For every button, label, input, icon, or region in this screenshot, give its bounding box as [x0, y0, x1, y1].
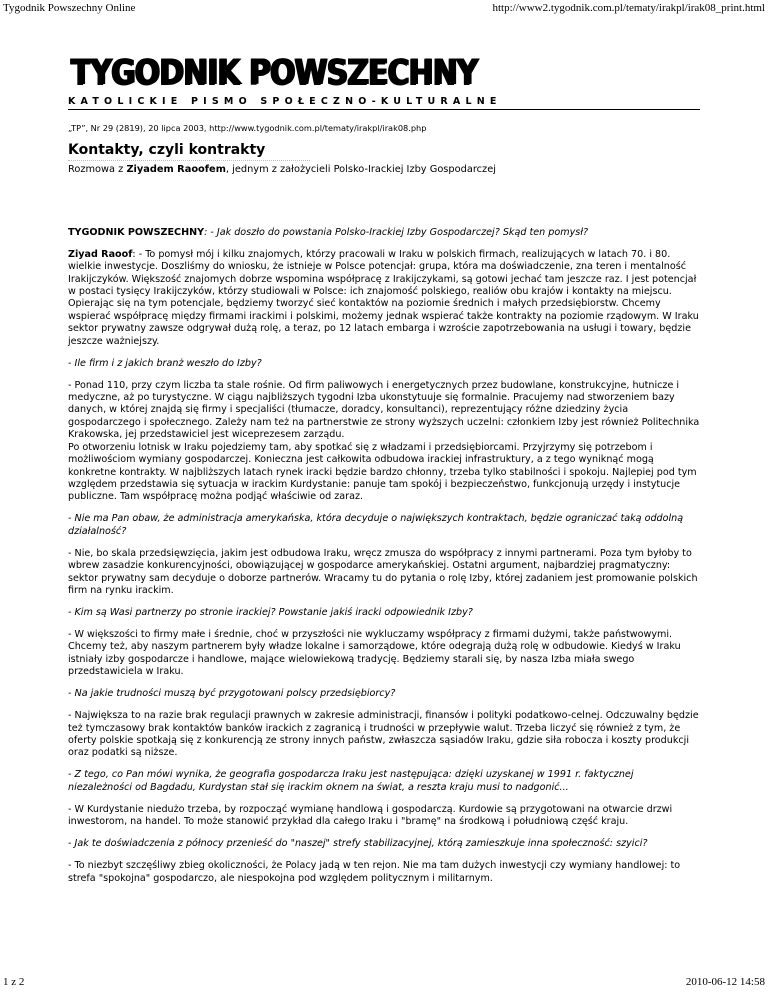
title-divider: [68, 160, 310, 161]
lead-post: , jednym z założycieli Polsko-Irackiej Izby Gospodarczej: [225, 164, 496, 176]
answer-2: [68, 380, 700, 504]
answer-2b: Po otworzeniu lotnisk w Iraku pojedziemy tam, aby spotkać się z władzami i przedsiębiorcami. Przyjrzymy się potrzebom i możliwościom wymiany gospodarczej. Konieczna jest całkowita odbudowa irackiej infrastruktury, a z tego wyniknąć mogą konkretne kontrakty. W najbliższych latach rynek iracki będzie bardzo chłonny, trzeba tylko stabilności i spokoju. Najlepiej pod tym względem przedstawia się sytuacja w irackim Kurdystanie: panuje tam spokój i bezpieczeństwo, funkcjonują urzędy i instytucje publiczne. Tam współpracę można podjąć właściwie od zaraz.: [68, 441, 697, 503]
print-header-url: http://www2.tygodnik.com.pl/tematy/irakpl/irak08_print.html: [492, 2, 765, 14]
question-3: - Nie ma Pan obaw, że administracja amerykańska, która decyduje o największych kontraktach, będzie ograniczać taką oddolną działalność?: [68, 513, 684, 537]
question-5: - Na jakie trudności muszą być przygotowani polscy przedsiębiorcy?: [68, 688, 396, 700]
masthead: [68, 54, 700, 110]
answer-3: - Nie, bo skala przedsięwzięcia, jakim jest odbudowa Iraku, wręcz zmusza do współpracy z innymi partnerami. Poza tym byłoby to wbrew zasadzie konkurencyjności, obowiązującej w gospodarce amerykańskiej. Ostatni argument, najbardziej pragmatyczny: sektor prywatny sam decyduje o doborze partnerów. Wracamy tu do pytania o rolę Izby, której zadaniem jest promowanie polskich firm na rynku irackim.: [68, 547, 698, 596]
answer-1: [68, 249, 700, 348]
interviewee-name: Ziyadem Raoofem: [126, 164, 226, 176]
publication-logo: TYGODNIK POWSZECHNY: [70, 52, 477, 94]
answer-1-text: : - To pomysł mój i kilku znajomych, którzy pracowali w Iraku w polskich firmach, realizujących w latach 70. i 80. wielkie inwestycje. Doszliśmy do wniosku, że istnieje w Polsce potencjał: grupa, która ma doświadczenie, zna teren i mentalność Irakijczyków. Większość znajomych dobrze wspomina współpracę z Irakijczykami, są gotowi jechać tam jeszcze raz. I jest potencjał w postaci tysięcy Irakijczyków, którzy studiowali w Polsce: ich znajomość polskiego, realiów obu krajów i kontakty na miejscu. Opierając się na tym potencjale, będziemy tworzyć sieć kontaktów na poziomie średnich i małych przedsiębiorstw. Chcemy wspierać współpracę między firmami irackimi i polskimi, możemy jednak wspierać także kontrakty na poziomie rządowym. W Iraku sektor prywatny zawsze odgrywał dużą rolę, a teraz, po 12 latach embarga i wzroście zapotrzebowania na usługi i towary, będzie jeszcze ważniejszy.: [68, 248, 699, 347]
speaker-raoof: Ziyad Raoof: [68, 248, 133, 260]
question-4: - Kim są Wasi partnerzy po stronie irackiej? Powstanie jakiś iracki odpowiednik Izby?: [68, 606, 473, 618]
article-title: Kontakty, czyli kontrakty: [68, 142, 266, 159]
print-header-title: Tygodnik Powszechny Online: [3, 2, 136, 14]
answer-6: - W Kurdystanie niedużo trzeba, by rozpocząć wymianę handlową i gospodarczą. Kurdowie są przygotowani na otwarcie drzwi inwestorom, na handel. To może stanowić przykład dla całego Iraku i "bramę" na środkową i południową część kraju.: [68, 803, 673, 828]
masthead-rule: [68, 109, 700, 110]
question-1: [68, 227, 700, 239]
article-source: „TP”, Nr 29 (2819), 20 lipca 2003, http://www.tygodnik.com.pl/tematy/irakpl/irak08.php: [68, 123, 427, 133]
publication-subtitle: KATOLICKIE PISMO SPOŁECZNO-KULTURALNE: [68, 96, 502, 107]
answer-5: - Największa to na razie brak regulacji prawnych w zakresie administracji, finansów i polityki podatkowo-celnej. Odczuwalny będzie też tymczasowy brak kontaktów banków irackich z zagranicą i trudności w przepływie walut. Trzeba liczyć się również z tym, że oferty polskie spotkają się z konkurencją ze strony innych państw, zwłaszcza sąsiadów Iraku, gdzie siła robocza i koszty produkcji oraz podatki są niższe.: [68, 710, 699, 759]
lead-pre: Rozmowa z: [68, 164, 127, 176]
article-lead: [68, 164, 700, 176]
question-1-text: : - Jak doszło do powstania Polsko-Irackiej Izby Gospodarczej? Skąd ten pomysł?: [204, 226, 589, 238]
question-7: - Jak te doświadczenia z północy przenieść do "naszej" strefy stabilizacyjnej, którą zamieszkuje inna społeczność: szyici?: [68, 838, 648, 850]
page-number: 1 z 2: [3, 976, 25, 988]
speaker-tp: TYGODNIK POWSZECHNY: [68, 226, 205, 238]
article: [68, 122, 700, 895]
answer-2a: - Ponad 110, przy czym liczba ta stale rośnie. Od firm paliwowych i energetycznych przez budowlane, konstrukcyjne, hutnicze i medyczne, aż po turystyczne. W ciągu najbliższych tygodni Izba ukonstytuuje się formalnie. Pracujemy nad stworzeniem bazy danych, w której znajdą się firmy i specjaliści (tłumacze, doradcy, konsultanci), reprezentujący różne dziedziny życia gospodarczego i społecznego. Zależy nam też na partnerstwie ze strony wyższych uczelni: członkiem Izby jest również Politechnika Krakowska, jej przedstawiciel jest wiceprezesem zarządu.: [68, 379, 700, 441]
answer-7: - To niezbyt szczęśliwy zbieg okoliczności, że Polacy jadą w ten rejon. Nie ma tam dużych inwestycji czy wymiany handlowej: to strefa "spokojna" gospodarczo, ale niespokojna pod względem politycznym i militarnym.: [68, 860, 681, 884]
question-2: - Ile firm i z jakich branż weszło do Izby?: [68, 357, 262, 369]
question-6: - Z tego, co Pan mówi wynika, że geografia gospodarcza Iraku jest następująca: dzięki uzyskanej w 1991 r. faktycznej niezależności od Bagdadu, Kurdystan stał się irackim oknem na świat, a reszta kraju musi to nadgonić...: [68, 769, 634, 793]
answer-4: - W większości to firmy małe i średnie, choć w przyszłości nie wykluczamy współpracy z firmami dużymi, także państwowymi. Chcemy też, aby naszym partnerem były władze lokalne i samorządowe, które odegrają dużą rolę w odbudowie. Kiedyś w Iraku istniały izby gospodarcze i handlowe, mające wielowiekową tradycję. Będziemy starali się, by nasza Izba miała swego przedstawiciela w Iraku.: [68, 628, 681, 678]
print-timestamp: 2010-06-12 14:58: [685, 976, 765, 988]
